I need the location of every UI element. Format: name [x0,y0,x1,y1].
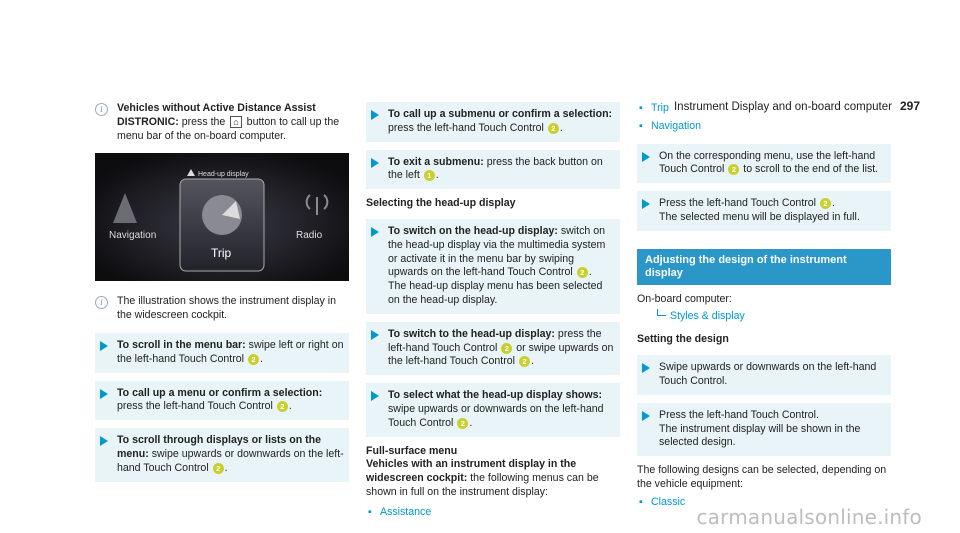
header-title: Instrument Display and on-board computer [673,101,892,113]
step-bold: To switch on the head-up display: [388,224,558,237]
note-illustration [95,295,349,323]
bullet-icon: ▪ [368,505,372,518]
callout-badge: 2 [820,198,831,209]
section-heading-hud: Selecting the head-up display [366,197,516,210]
step-text: switch on the head-up display via the multimedia system or activate it in the menu bar by swiping upwards on the left-hand Touch Control [388,224,606,279]
link-classic[interactable]: Classic [651,495,686,508]
paragraph-widescreen [366,458,620,499]
step-end: . [588,266,592,279]
path-arrow-icon [657,309,666,316]
step-call-up-menu [95,381,349,421]
step-result: The head-up display menu has been selected on the head-up display. [388,280,603,306]
step-bold: To call up a menu or confirm a selection: [117,386,323,399]
step-call-up-submenu [366,102,620,142]
step-end: . [224,461,228,474]
callout-badge: 2 [519,356,530,367]
step-end: . [832,197,835,210]
list-item[interactable] [637,120,891,134]
arrow-right-icon [100,341,108,351]
step-text: swipe upwards or downwards on the left-hand Touch Control [388,402,604,429]
step-select-hud-content [366,383,620,436]
step-text: swipe upwards or downwards on the left-hand Touch Control [117,447,344,474]
step-exit-submenu [366,150,620,190]
step-scroll-displays [95,428,349,481]
arrow-right-icon [371,330,379,340]
home-icon: ⌂ [230,116,241,128]
arrow-right-icon [100,436,108,446]
step-end: . [559,121,563,134]
step-press-design [637,403,891,456]
column-1 [95,102,349,490]
note-text: press the [181,115,226,128]
arrow-right-icon [371,391,379,401]
callout-badge: 2 [548,123,559,134]
section-band-design: Adjusting the design of the instrument display [637,249,891,285]
info-icon: i [95,296,108,309]
note-text-after: button to call up the menu bar of the on-board computer. [117,115,340,142]
callout-badge: 1 [424,170,435,181]
step-swipe-design [637,355,891,395]
link-assistance[interactable]: Assistance [380,505,432,518]
step-bold: To select what the head-up display shows: [388,389,603,402]
step-text: press the left-hand Touch Control [388,327,602,354]
para-text: the following menus can be shown in full on the instrument display: [366,472,599,498]
column-3 [637,102,891,514]
list-item[interactable] [366,506,620,520]
callout-badge: 2 [577,267,588,278]
arrow-right-icon [642,152,650,162]
onboard-label: On-board computer: [637,292,732,305]
page-number: 297 [899,99,920,113]
step-end: to scroll to the end of the list. [743,163,879,176]
step-scroll-to-end [637,144,891,184]
menu-item-navigation: Navigation [109,230,157,242]
callout-badge: 2 [277,401,288,412]
watermark: carmanualsonline.info [696,505,922,530]
step-text: press the left-hand Touch Control [117,400,273,413]
step-text: press the left-hand Touch Control [388,121,544,134]
bullet-icon: ▪ [639,119,643,132]
section-heading-setting-design: Setting the design [637,333,729,346]
step-text: press the back button on the left [388,155,603,182]
menu-item-radio: Radio [296,230,323,242]
callout-badge: 2 [457,418,468,429]
step-end: . [259,352,263,365]
step-text: swipe left or right on the left-hand Touch Control [117,338,344,365]
callout-badge: 2 [728,164,739,175]
note-illustration-text: The illustration shows the instrument display in the widescreen cockpit. [117,295,337,322]
step-bold: To exit a submenu: [388,155,484,168]
note-bold: Vehicles without Active Distance Assist DISTRONIC: [117,102,316,128]
arrow-right-icon [371,158,379,168]
step-result: The instrument display will be shown in the selected design. [659,422,861,449]
step-text: Swipe upwards or downwards on the left-hand Touch Control. [659,361,877,387]
arrow-right-icon [642,363,650,373]
info-icon: i [95,103,108,116]
link-navigation[interactable]: Navigation [651,119,702,132]
menu-item-trip: Trip [211,246,232,261]
step-press-full [637,191,891,231]
bullet-icon: ▪ [639,495,643,508]
section-heading-full-surface: Full-surface menu [366,444,458,457]
step-scroll-menu-bar [95,333,349,373]
step-bold: To switch to the head-up display: [388,327,555,340]
step-end: . [530,355,534,368]
callout-badge: 2 [248,354,259,365]
para-bold: Vehicles with an instrument display in the widescreen cockpit: [366,458,577,485]
step-bold: To scroll in the menu bar: [117,338,246,351]
banner-label: Head-up display [198,171,249,179]
step-text: Press the left-hand Touch Control [659,197,817,210]
step-end: . [288,400,292,413]
step-bold: To scroll through displays or lists on the menu: [117,434,322,460]
callout-badge: 2 [213,463,224,474]
callout-badge: 2 [501,343,512,354]
menu-path [637,309,891,324]
step-text: Press the left-hand Touch Control. [659,408,819,421]
step-end: . [435,169,439,182]
step-end: . [469,416,473,429]
arrow-right-icon [371,110,379,120]
column-2 [366,102,620,524]
bullet-icon: ▪ [639,102,643,114]
note-no-distronic [95,102,349,143]
step-text: On the corresponding menu, use the left-hand Touch Control [659,149,876,176]
step-switch-on-hud [366,219,620,314]
instrument-display-screenshot [95,153,349,281]
step-result: The selected menu will be displayed in full. [659,210,860,223]
arrow-right-icon [371,227,379,237]
step-text-mid: or swipe upwards on the left-hand Touch Control [388,341,614,368]
arrow-right-icon [642,199,650,209]
arrow-right-icon [100,389,108,399]
arrow-right-icon [642,411,650,421]
paragraph-designs: The following designs can be selected, depending on the vehicle equipment: [637,464,887,490]
list-item[interactable] [637,102,891,116]
step-switch-to-hud [366,322,620,375]
step-bold: To call up a submenu or confirm a selection: [388,108,613,120]
link-trip[interactable]: Trip [651,102,669,114]
link-styles-display[interactable]: Styles & display [670,309,745,322]
